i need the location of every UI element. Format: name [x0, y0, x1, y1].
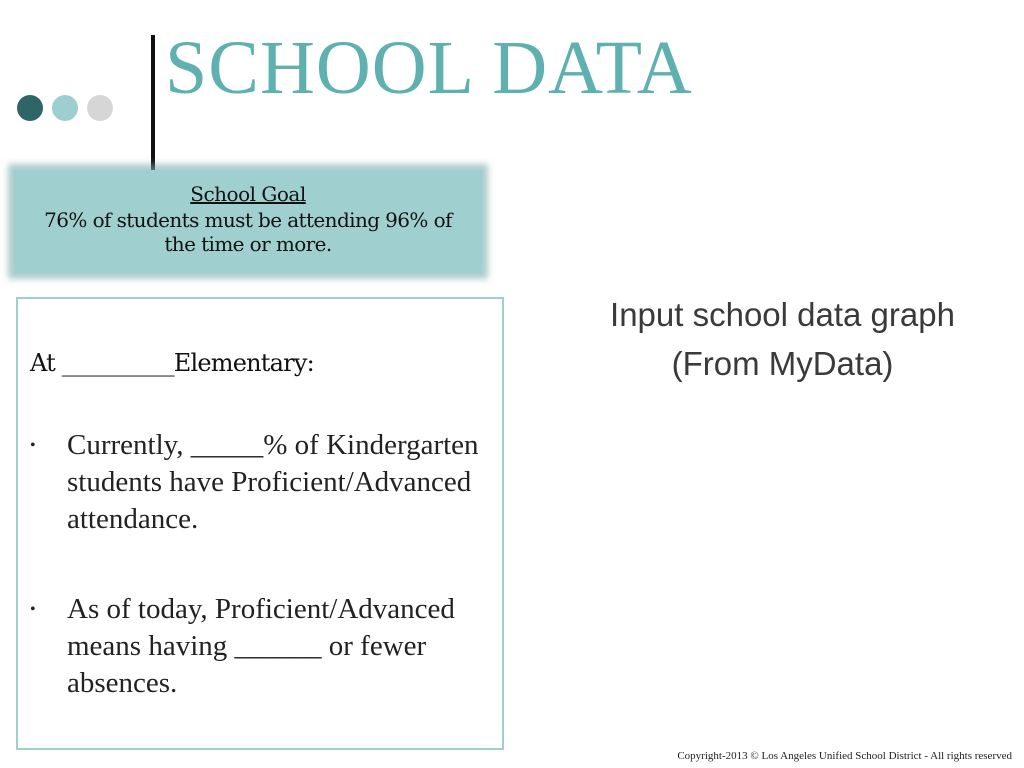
copyright-footer: Copyright-2013 © Los Angeles Unified School District - All rights reserved [677, 750, 1012, 762]
graph-note-line2: (From MyData) [671, 345, 894, 382]
title-divider [151, 35, 155, 170]
bullet-text: Currently, _____% of Kindergarten students have Proficient/Advanced attendance. [67, 429, 479, 535]
goal-text: 76% of students must be attending 96% of the time or more. [44, 208, 452, 256]
school-info-box [16, 297, 504, 750]
bullet-text: As of today, Proficient/Advanced means having ______ or fewer absences. [67, 593, 455, 699]
school-name-line: At __________Elementary: [30, 349, 314, 377]
goal-heading: School Goal [190, 182, 306, 206]
bullet-icon: • [30, 437, 36, 454]
graph-placeholder [560, 290, 1005, 388]
slide-title: SCHOOL DATA [165, 26, 693, 110]
dot-gray [87, 95, 113, 121]
dot-dark [17, 95, 43, 121]
bullet-list [30, 427, 486, 702]
decorative-dots [17, 95, 113, 121]
list-item [30, 591, 486, 702]
dot-teal [52, 95, 78, 121]
graph-note-line1: Input school data graph [610, 296, 955, 333]
school-goal-box [14, 170, 482, 273]
list-item [30, 427, 486, 538]
bullet-icon: • [30, 601, 36, 618]
